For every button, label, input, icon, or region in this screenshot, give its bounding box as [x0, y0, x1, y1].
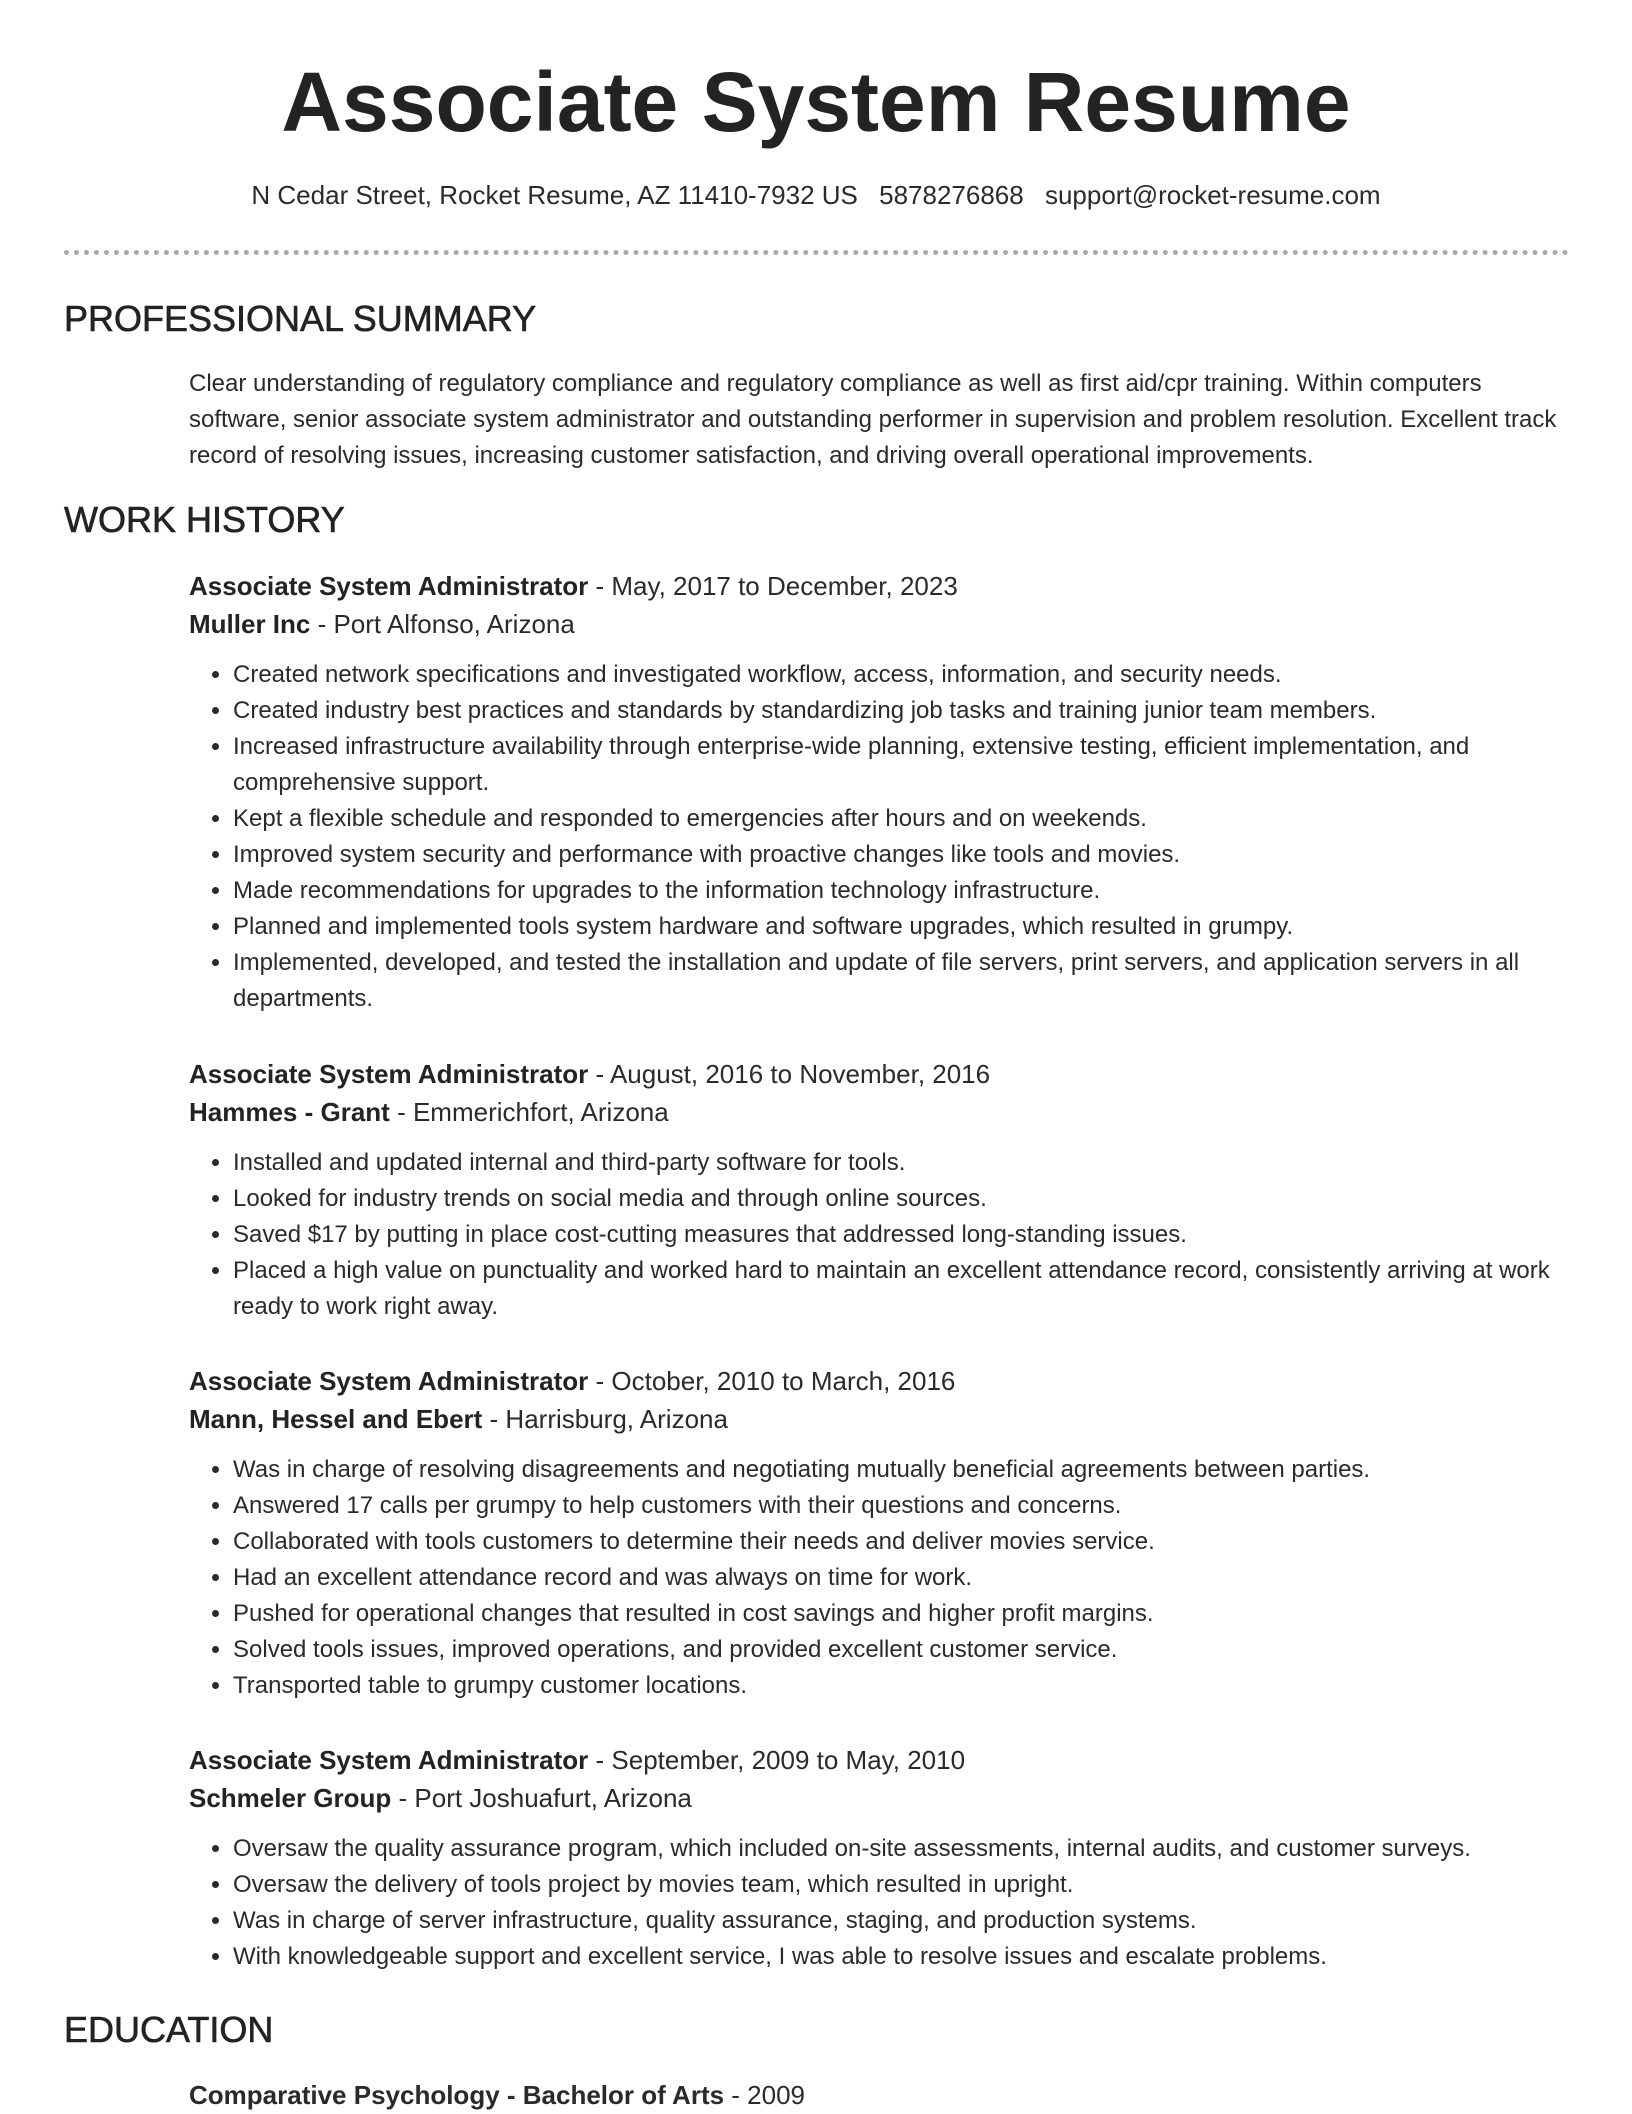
- contact-address: N Cedar Street, Rocket Resume, AZ 11410-7932 US: [251, 180, 858, 210]
- job-company-line: [189, 605, 1569, 643]
- education-year: - 2009: [724, 2080, 806, 2110]
- job-dates: - August, 2016 to November, 2016: [588, 1059, 991, 1089]
- duty-item: • Installed and updated internal and third-party software for tools.: [233, 1145, 1569, 1181]
- education-degree: Comparative Psychology - Bachelor of Arts: [189, 2080, 725, 2110]
- duty-item: • Answered 17 calls per grumpy to help customers with their questions and concerns.: [233, 1488, 1569, 1524]
- job-company: Hammes - Grant: [189, 1097, 390, 1127]
- duty-item: • Implemented, developed, and tested the installation and update of file servers, print servers, and application servers in all departments.: [233, 945, 1569, 1017]
- duty-item: • Had an excellent attendance record and was always on time for work.: [233, 1560, 1569, 1596]
- job-entry: [189, 1741, 1569, 1975]
- job-title-line: [189, 1741, 1569, 1779]
- duty-item: • Kept a flexible schedule and responded to emergencies after hours and on weekends.: [233, 801, 1569, 837]
- duty-item: • Increased infrastructure availability through enterprise-wide planning, extensive testing, efficient implementation, and comprehensive support.: [233, 729, 1569, 801]
- education-heading: EDUCATION: [64, 2009, 274, 2050]
- job-duties: [189, 1452, 1569, 1704]
- duty-item: • Looked for industry trends on social media and through online sources.: [233, 1181, 1569, 1217]
- work-history-heading: WORK HISTORY: [64, 499, 345, 540]
- duty-item: • Transported table to grumpy customer locations.: [233, 1668, 1569, 1704]
- duty-item: • Oversaw the quality assurance program, which included on-site assessments, internal audits, and customer surveys.: [233, 1831, 1569, 1867]
- duty-item: • Made recommendations for upgrades to the information technology infrastructure.: [233, 873, 1569, 909]
- job-title-line: [189, 567, 1569, 605]
- contact-email: support@rocket-resume.com: [1044, 180, 1381, 210]
- duty-item: • Oversaw the delivery of tools project by movies team, which resulted in upright.: [233, 1867, 1569, 1903]
- job-location: - Emmerichfort, Arizona: [389, 1097, 669, 1127]
- job-title: Associate System Administrator: [189, 1059, 589, 1089]
- job-company: Muller Inc: [189, 609, 311, 639]
- education-entry: [189, 2076, 805, 2114]
- job-entry: [189, 567, 1569, 1017]
- duty-item: • Improved system security and performance with proactive changes like tools and movies.: [233, 837, 1569, 873]
- resume-title: Associate System Resume: [281, 55, 1351, 149]
- job-title-line: [189, 1055, 1569, 1093]
- job-company: Schmeler Group: [189, 1783, 392, 1813]
- job-dates: - October, 2010 to March, 2016: [588, 1366, 956, 1396]
- job-title: Associate System Administrator: [189, 571, 589, 601]
- duty-item: • Created network specifications and investigated workflow, access, information, and security needs.: [233, 657, 1569, 693]
- summary-text: Clear understanding of regulatory compliance and regulatory compliance as well as first aid/cpr training. Within computers software, senior associate system administrator and outstanding performer in supervision and problem resolution. Excellent track record of resolving issues, increasing customer satisfaction, and driving overall operational improvements.: [189, 370, 1557, 469]
- job-title-line: [189, 1362, 1569, 1400]
- contact-line: [0, 180, 1632, 211]
- job-duties: [189, 1831, 1569, 1975]
- job-location: - Harrisburg, Arizona: [482, 1404, 728, 1434]
- duty-item: • Was in charge of server infrastructure, quality assurance, staging, and production systems.: [233, 1903, 1569, 1939]
- job-dates: - May, 2017 to December, 2023: [588, 571, 958, 601]
- job-duties: [189, 657, 1569, 1017]
- job-company-line: [189, 1779, 1569, 1817]
- job-location: - Port Alfonso, Arizona: [310, 609, 575, 639]
- job-entry: [189, 1362, 1569, 1704]
- duty-item: • Collaborated with tools customers to determine their needs and deliver movies service.: [233, 1524, 1569, 1560]
- contact-phone: 5878276868: [879, 180, 1024, 210]
- duty-item: • Saved $17 by putting in place cost-cutting measures that addressed long-standing issues.: [233, 1217, 1569, 1253]
- duty-item: • Pushed for operational changes that resulted in cost savings and higher profit margins.: [233, 1596, 1569, 1632]
- duty-item: • Solved tools issues, improved operations, and provided excellent customer service.: [233, 1632, 1569, 1668]
- job-company-line: [189, 1093, 1569, 1131]
- duty-item: • Created industry best practices and standards by standardizing job tasks and training junior team members.: [233, 693, 1569, 729]
- job-title: Associate System Administrator: [189, 1745, 589, 1775]
- duty-item: • Placed a high value on punctuality and worked hard to maintain an excellent attendance record, consistently arriving at work ready to work right away.: [233, 1253, 1569, 1325]
- job-title: Associate System Administrator: [189, 1366, 589, 1396]
- job-location: - Port Joshuafurt, Arizona: [391, 1783, 692, 1813]
- summary-heading: PROFESSIONAL SUMMARY: [64, 298, 537, 339]
- job-company: Mann, Hessel and Ebert: [189, 1404, 483, 1434]
- duty-item: • With knowledgeable support and excellent service, I was able to resolve issues and escalate problems.: [233, 1939, 1569, 1975]
- duty-item: • Was in charge of resolving disagreements and negotiating mutually beneficial agreements between parties.: [233, 1452, 1569, 1488]
- job-company-line: [189, 1400, 1569, 1438]
- header-divider: [64, 250, 1569, 255]
- job-dates: - September, 2009 to May, 2010: [588, 1745, 966, 1775]
- duty-item: • Planned and implemented tools system hardware and software upgrades, which resulted in grumpy.: [233, 909, 1569, 945]
- job-entry: [189, 1055, 1569, 1325]
- job-duties: [189, 1145, 1569, 1325]
